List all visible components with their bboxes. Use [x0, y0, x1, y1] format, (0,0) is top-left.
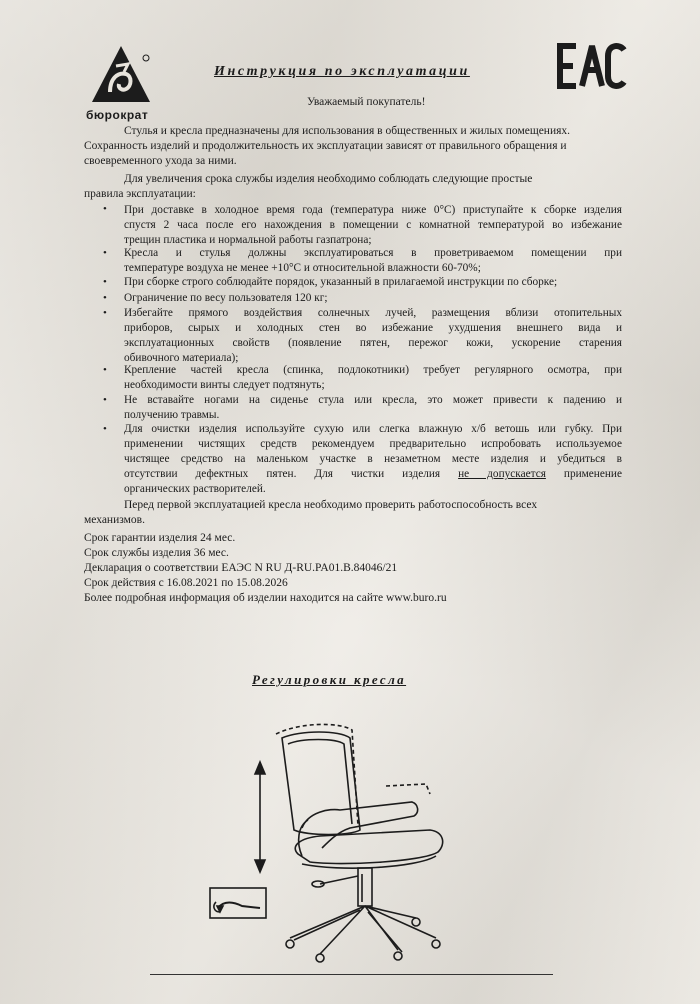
rule-item: При сборке строго соблюдайте порядок, указанный в прилагаемой инструкции по сборке; [124, 276, 558, 288]
adjustments-heading: Регулировки кресла [252, 672, 407, 687]
bureaucrat-logo-icon [88, 42, 154, 108]
divider [150, 974, 553, 975]
emphasis-underlined: не допускается [458, 468, 546, 480]
bullet-icon: • [103, 394, 107, 406]
rule-item: Для очистки изделия используйте сухую или слегка влажную х/б ветошь или губку. При применении чистящих средств рекомендуем предварительно испробовать используемое чистящее средство на маленьком участке в незаметном месте изделия и убедиться в отсутствии дефектных пятен. Для чистки изделия не допускается применение органических растворителей. [124, 423, 622, 495]
warranty-term: Срок гарантии изделия 24 мес. [84, 532, 236, 544]
intro-line: своевременного ухода за ними. [84, 155, 237, 167]
service-life: Срок службы изделия 36 мес. [84, 547, 229, 559]
more-info: Более подробная информация об изделии находится на сайте www.buro.ru [84, 592, 447, 604]
rule-item: При доставке в холодное время года (температура ниже 0°С) приступайте к сборке изделия спустя 2 часа после его нахождения в помещении с комнатной температурой во избежание трещин пластика и нормальной работы газпатрона; [124, 204, 622, 246]
brand-logo [88, 42, 154, 108]
rule-item: Кресла и стулья должны эксплуатироваться в проветриваемом помещении при температуре воздуха не менее +10°С и относительной влажности 60-70%; [124, 247, 622, 274]
eac-mark-icon [556, 40, 628, 92]
validity-period: Срок действия с 16.08.2021 по 15.08.2026 [84, 577, 288, 589]
rules-intro-line: Для увеличения срока службы изделия необходимо соблюдать следующие простые [124, 173, 533, 185]
intro-line: Стулья и кресла предназначены для использования в общественных и жилых помещениях. [124, 125, 571, 137]
rules-intro-line: правила эксплуатации: [84, 188, 196, 200]
rule-item: Не вставайте ногами на сиденье стула или кресла, это может привести к падению и получению травмы. [124, 394, 622, 421]
bullet-icon: • [103, 203, 107, 215]
page-title: Инструкция по эксплуатации [214, 64, 470, 79]
bullet-icon: • [103, 423, 107, 435]
declaration: Декларация о соответствии ЕАЭС N RU Д-RU.PA01.B.84046/21 [84, 562, 398, 574]
bullet-icon: • [103, 364, 107, 376]
rule-item: Ограничение по весу пользователя 120 кг; [124, 292, 328, 304]
check-note-line: механизмов. [84, 514, 145, 526]
greeting: Уважаемый покупатель! [307, 96, 426, 108]
bullet-icon: • [103, 307, 107, 319]
rule-item: Крепление частей кресла (спинка, подлокотники) требует регулярного осмотра, при необходимости винты следует подтянуть; [124, 364, 622, 391]
office-chair-adjustment-icon [190, 716, 470, 966]
bullet-icon: • [103, 292, 107, 304]
bullet-icon: • [103, 276, 107, 288]
check-note-line: Перед первой эксплуатацией кресла необходимо проверить работоспособность всех [124, 499, 538, 511]
bullet-icon: • [103, 247, 107, 259]
brand-name: бюрократ [86, 108, 149, 122]
rule-item: Избегайте прямого воздействия солнечных лучей, размещения вблизи отопительных приборов, сырых и холодных стен во избежание ухудшения внешнего вида и эксплуатационных свойств (появление пятен, пережог кожи, ускорение старения обивочного материала); [124, 307, 622, 364]
intro-line: Сохранность изделий и продолжительность их эксплуатации зависят от правильного обращения и [84, 140, 567, 152]
